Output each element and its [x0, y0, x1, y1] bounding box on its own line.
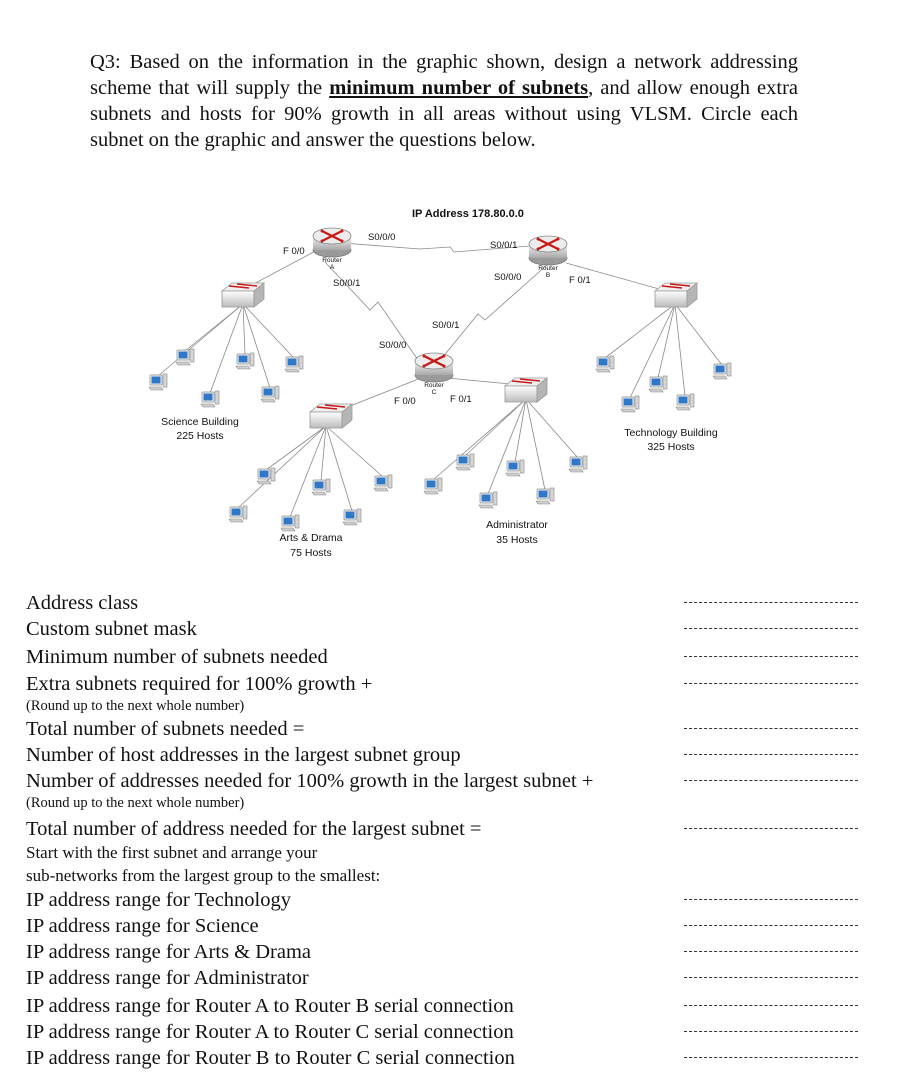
router-a-icon — [313, 228, 351, 257]
router-c-icon — [415, 353, 453, 382]
answer-line[interactable] — [684, 899, 858, 900]
science-name: Science Building — [161, 416, 239, 428]
question-item: Address class — [26, 592, 139, 614]
port-c-f01: F 0/1 — [450, 394, 472, 405]
port-b-s000: S0/0/0 — [494, 272, 522, 283]
question-item: Number of addresses needed for 100% growth in the largest subnet + — [26, 770, 594, 792]
question-item: IP address range for Arts & Drama — [26, 941, 312, 963]
answer-line[interactable] — [684, 925, 858, 926]
port-c-f00: F 0/0 — [394, 396, 416, 407]
technology-hosts: 325 Hosts — [647, 441, 695, 453]
port-b-s001: S0/0/1 — [490, 240, 518, 251]
network-diagram — [0, 195, 920, 595]
question-item: Extra subnets required for 100% growth + — [26, 673, 373, 695]
answer-line[interactable] — [684, 780, 858, 781]
answer-line[interactable] — [684, 1057, 858, 1058]
admin-name: Administrator — [486, 519, 548, 531]
port-a-f00: F 0/0 — [283, 246, 305, 257]
question-item: IP address range for Technology — [26, 889, 291, 911]
ip-address-title: IP Address 178.80.0.0 — [412, 208, 524, 220]
question-item: IP address range for Administrator — [26, 967, 309, 989]
question-item: sub-networks from the largest group to the smallest: — [26, 866, 381, 885]
answer-line[interactable] — [684, 1031, 858, 1032]
question-lead: Q3: Based on the information in the graphic shown, design a network addressing scheme that will supply the — [90, 51, 798, 99]
question-item: Minimum number of subnets needed — [26, 646, 328, 668]
answer-line[interactable] — [684, 951, 858, 952]
answer-line[interactable] — [684, 602, 858, 603]
arts-name: Arts & Drama — [279, 532, 343, 544]
answer-line[interactable] — [684, 1005, 858, 1006]
arts-hosts: 75 Hosts — [290, 547, 332, 559]
question-item: IP address range for Science — [26, 915, 259, 937]
arts-switch-icon — [310, 404, 352, 428]
question-item: Start with the first subnet and arrange your — [26, 843, 318, 862]
technology-switch-icon — [655, 283, 697, 307]
answer-line[interactable] — [684, 977, 858, 978]
question-item: IP address range for Router A to Router C serial connection — [26, 1021, 514, 1043]
question-tail: , and allow enough extra subnets and hosts for 90% growth in all areas without using VLSM. Circle each subnet on the graphic and answer the questions below. — [90, 77, 798, 151]
answer-line[interactable] — [684, 628, 858, 629]
port-c-s000: S0/0/0 — [379, 340, 407, 351]
admin-pcs — [424, 454, 587, 508]
technology-pcs — [596, 356, 731, 412]
router-a-letter: A — [329, 264, 335, 271]
question-item: Custom subnet mask — [26, 618, 197, 640]
question-item: (Round up to the next whole number) — [26, 795, 245, 811]
question-item: Total number of address needed for the largest subnet = — [26, 818, 482, 840]
technology-name: Technology Building — [624, 427, 718, 439]
admin-switch-icon — [505, 378, 547, 402]
router-b-letter: B — [545, 272, 551, 279]
answer-line[interactable] — [684, 754, 858, 755]
arts-pcs — [229, 468, 392, 531]
question-item: IP address range for Router A to Router B serial connection — [26, 995, 514, 1017]
science-pcs — [149, 349, 303, 407]
port-b-f01: F 0/1 — [569, 275, 591, 286]
port-a-s001: S0/0/1 — [333, 278, 361, 289]
answer-line[interactable] — [684, 683, 858, 684]
science-switch-icon — [222, 283, 264, 307]
science-hosts: 225 Hosts — [176, 430, 224, 442]
question-item: (Round up to the next whole number) — [26, 698, 245, 714]
question-item: Total number of subnets needed = — [26, 718, 305, 740]
admin-hosts: 35 Hosts — [496, 534, 538, 546]
question-text — [90, 49, 798, 153]
question-item: Number of host addresses in the largest subnet group — [26, 744, 461, 766]
port-c-s001: S0/0/1 — [432, 320, 460, 331]
router-c-label: Router — [424, 382, 444, 389]
router-c-letter: C — [431, 389, 437, 396]
answer-line[interactable] — [684, 728, 858, 729]
question-item: IP address range for Router B to Router C serial connection — [26, 1047, 515, 1069]
router-b-icon — [529, 236, 567, 265]
port-a-s000: S0/0/0 — [368, 232, 396, 243]
answer-line[interactable] — [684, 656, 858, 657]
router-b-label: Router — [538, 265, 558, 272]
router-a-label: Router — [322, 257, 342, 264]
question-emphasis: minimum number of subnets — [329, 77, 589, 99]
answer-line[interactable] — [684, 828, 858, 829]
